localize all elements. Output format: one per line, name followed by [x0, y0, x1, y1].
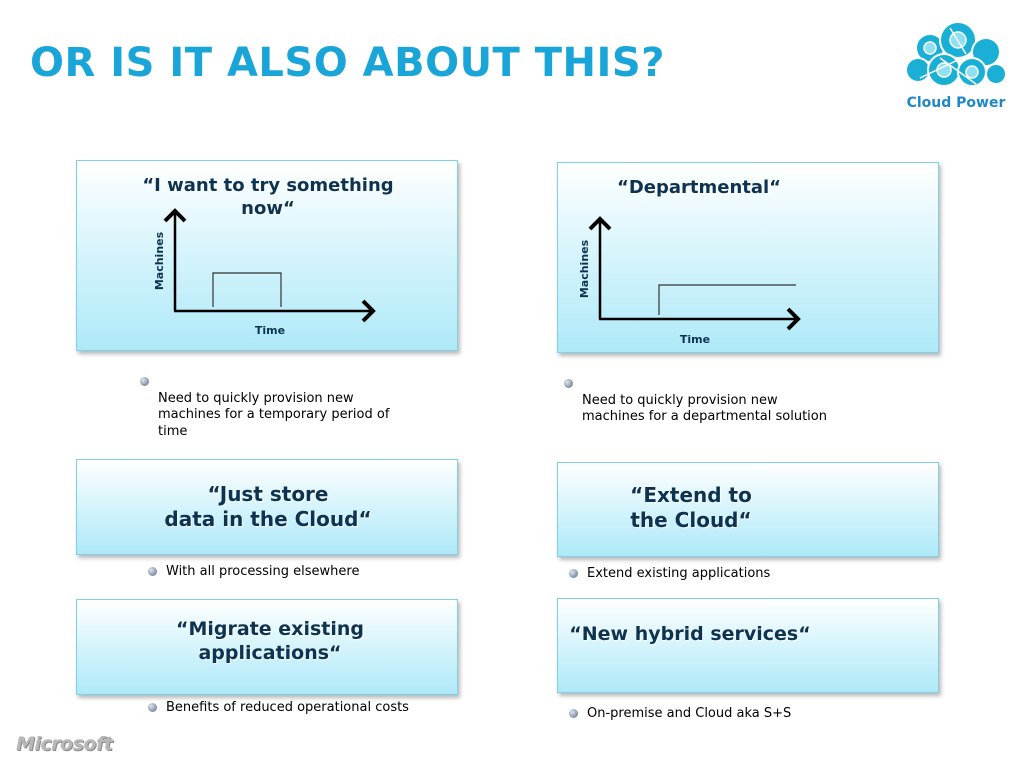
- scenario-card-hybrid: [557, 598, 939, 693]
- scenario-card-extend: [557, 462, 939, 557]
- usage-chart: [558, 163, 940, 354]
- card-title: “Migrate existing applications“: [176, 618, 364, 664]
- bullet-item: Need to quickly provision new machines for a departmental solution: [582, 376, 882, 426]
- scenario-card-migrate: [76, 599, 458, 695]
- slide-title: OR IS IT ALSO ABOUT THIS?: [30, 40, 665, 86]
- cloud-power-text: Cloud Power: [906, 95, 1006, 111]
- y-axis-label: Machines: [153, 231, 166, 291]
- card-title: “I want to try something now“: [142, 175, 394, 219]
- microsoft-logo: Microsoft: [16, 733, 113, 755]
- bullet-icon: [569, 709, 578, 718]
- bullet-item: Need to quickly provision new machines for a temporary period of time: [158, 374, 418, 440]
- card-title: “Just store data in the Cloud“: [164, 482, 372, 531]
- usage-line: [659, 285, 796, 315]
- scenario-card-store-data: [76, 459, 458, 555]
- card-title: “New hybrid services“: [569, 623, 811, 645]
- bullet-item: On-premise and Cloud aka S+S: [587, 706, 867, 723]
- bullet-icon: [569, 569, 578, 578]
- card-title: “Departmental“: [616, 177, 782, 198]
- usage-line: [213, 273, 281, 307]
- card-title: “Extend to the Cloud“: [630, 483, 752, 532]
- bullet-item: Benefits of reduced operational costs: [166, 700, 446, 717]
- bullet-icon: [564, 379, 573, 388]
- bullet-item: Extend existing applications: [587, 566, 847, 583]
- y-axis-label: Machines: [578, 239, 591, 299]
- x-axis-label: Time: [254, 324, 286, 337]
- usage-chart: [77, 161, 459, 352]
- bullet-icon: [140, 377, 149, 386]
- bullet-icon: [148, 703, 157, 712]
- bullet-icon: [148, 567, 157, 576]
- scenario-card-try-now: [76, 160, 458, 351]
- x-axis-label: Time: [679, 333, 711, 346]
- scenario-card-departmental: [557, 162, 939, 353]
- bullet-item: With all processing elsewhere: [166, 564, 426, 581]
